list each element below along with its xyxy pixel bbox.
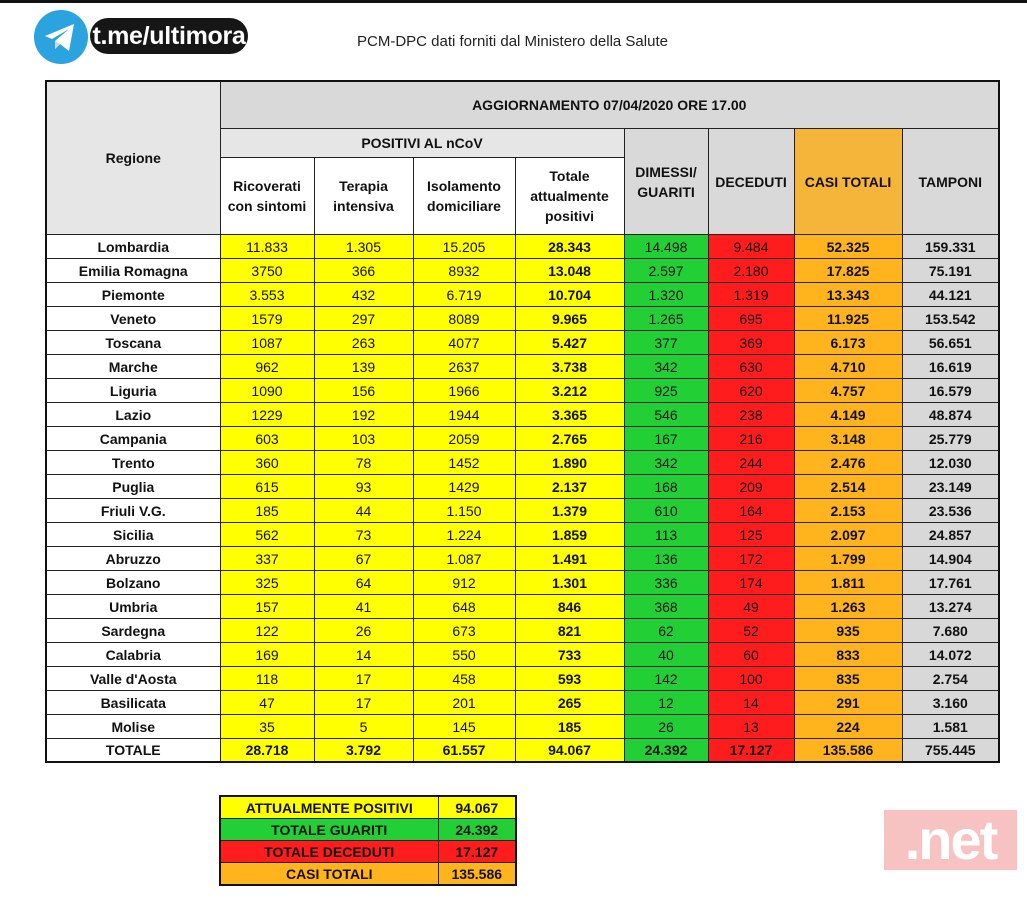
cell-terapia: 263	[314, 331, 413, 355]
cell-casi-totali: 835	[794, 667, 902, 691]
cell-casi-totali: 2.476	[794, 451, 902, 475]
header-deceduti: DECEDUTI	[708, 129, 794, 235]
cell-deceduti: 695	[708, 307, 794, 331]
cell-region: Marche	[46, 355, 220, 379]
cell-region: Molise	[46, 715, 220, 739]
cell-terapia: 432	[314, 283, 413, 307]
header-update: AGGIORNAMENTO 07/04/2020 ORE 17.00	[220, 81, 999, 129]
cell-deceduti: 100	[708, 667, 794, 691]
header-casi-totali: CASI TOTALI	[794, 129, 902, 235]
total-ricoverati: 28.718	[220, 739, 314, 763]
cell-isolamento: 912	[413, 571, 515, 595]
cell-isolamento: 8932	[413, 259, 515, 283]
cell-totale-positivi: 1.890	[515, 451, 624, 475]
header-positive-group: POSITIVI AL nCoV	[220, 129, 624, 158]
table-row	[46, 715, 999, 739]
cell-tamponi: 159.331	[902, 235, 999, 259]
cell-casi-totali: 3.148	[794, 427, 902, 451]
total-tamponi: 755.445	[902, 739, 999, 763]
cell-isolamento: 1966	[413, 379, 515, 403]
cell-deceduti: 125	[708, 523, 794, 547]
cell-tamponi: 56.651	[902, 331, 999, 355]
summary-row	[220, 841, 516, 863]
summary-row	[220, 863, 516, 886]
summary-value: 17.127	[438, 841, 516, 863]
total-row	[46, 739, 999, 763]
cell-dimessi: 377	[624, 331, 708, 355]
cell-deceduti: 209	[708, 475, 794, 499]
cell-deceduti: 630	[708, 355, 794, 379]
cell-isolamento: 8089	[413, 307, 515, 331]
cell-deceduti: 52	[708, 619, 794, 643]
cell-ricoverati: 3.553	[220, 283, 314, 307]
cell-ricoverati: 962	[220, 355, 314, 379]
cell-ricoverati: 185	[220, 499, 314, 523]
table-row	[46, 259, 999, 283]
cell-casi-totali: 224	[794, 715, 902, 739]
cell-region: Abruzzo	[46, 547, 220, 571]
cell-region: Trento	[46, 451, 220, 475]
cell-ricoverati: 360	[220, 451, 314, 475]
cell-region: Campania	[46, 427, 220, 451]
header-totale-positivi: Totale attualmente positivi	[515, 158, 624, 235]
cell-isolamento: 673	[413, 619, 515, 643]
cell-deceduti: 369	[708, 331, 794, 355]
cell-dimessi: 342	[624, 451, 708, 475]
cell-dimessi: 62	[624, 619, 708, 643]
cell-region: Sardegna	[46, 619, 220, 643]
cell-ricoverati: 337	[220, 547, 314, 571]
header-ricoverati: Ricoverati con sintomi	[220, 158, 314, 235]
cell-isolamento: 201	[413, 691, 515, 715]
cell-terapia: 17	[314, 667, 413, 691]
cell-deceduti: 620	[708, 379, 794, 403]
cell-dimessi: 1.320	[624, 283, 708, 307]
table-row	[46, 403, 999, 427]
cell-deceduti: 49	[708, 595, 794, 619]
summary-table	[219, 795, 517, 886]
cell-terapia: 93	[314, 475, 413, 499]
cell-deceduti: 174	[708, 571, 794, 595]
cell-ricoverati: 35	[220, 715, 314, 739]
cell-dimessi: 610	[624, 499, 708, 523]
cell-isolamento: 15.205	[413, 235, 515, 259]
total-isolamento: 61.557	[413, 739, 515, 763]
cell-dimessi: 136	[624, 547, 708, 571]
cell-deceduti: 244	[708, 451, 794, 475]
cell-tamponi: 17.761	[902, 571, 999, 595]
cell-dimessi: 12	[624, 691, 708, 715]
cell-totale-positivi: 185	[515, 715, 624, 739]
cell-casi-totali: 1.263	[794, 595, 902, 619]
cell-tamponi: 44.121	[902, 283, 999, 307]
table-row	[46, 427, 999, 451]
cell-region: Piemonte	[46, 283, 220, 307]
cell-isolamento: 648	[413, 595, 515, 619]
cell-casi-totali: 4.710	[794, 355, 902, 379]
cell-totale-positivi: 846	[515, 595, 624, 619]
cell-terapia: 192	[314, 403, 413, 427]
cell-terapia: 297	[314, 307, 413, 331]
cell-casi-totali: 6.173	[794, 331, 902, 355]
header-tamponi: TAMPONI	[902, 129, 999, 235]
cell-isolamento: 4077	[413, 331, 515, 355]
total-casi-totali: 135.586	[794, 739, 902, 763]
summary-value: 94.067	[438, 796, 516, 819]
cell-dimessi: 368	[624, 595, 708, 619]
cell-terapia: 26	[314, 619, 413, 643]
cell-region: Veneto	[46, 307, 220, 331]
cell-casi-totali: 1.811	[794, 571, 902, 595]
cell-ricoverati: 615	[220, 475, 314, 499]
cell-terapia: 17	[314, 691, 413, 715]
cell-tamponi: 14.072	[902, 643, 999, 667]
header-region: Regione	[46, 81, 220, 235]
cell-tamponi: 7.680	[902, 619, 999, 643]
table-row	[46, 307, 999, 331]
cell-dimessi: 2.597	[624, 259, 708, 283]
cell-terapia: 366	[314, 259, 413, 283]
cell-casi-totali: 935	[794, 619, 902, 643]
cell-isolamento: 1.224	[413, 523, 515, 547]
cell-tamponi: 1.581	[902, 715, 999, 739]
table-row	[46, 451, 999, 475]
watermark: .net	[884, 810, 1017, 870]
table-row	[46, 283, 999, 307]
summary-label: TOTALE GUARITI	[220, 819, 438, 841]
cell-tamponi: 16.619	[902, 355, 999, 379]
summary-row	[220, 796, 516, 819]
cell-casi-totali: 4.757	[794, 379, 902, 403]
cell-totale-positivi: 5.427	[515, 331, 624, 355]
cell-totale-positivi: 821	[515, 619, 624, 643]
cell-ricoverati: 325	[220, 571, 314, 595]
cell-tamponi: 16.579	[902, 379, 999, 403]
cell-isolamento: 2637	[413, 355, 515, 379]
table-row	[46, 475, 999, 499]
table-row	[46, 355, 999, 379]
cell-totale-positivi: 10.704	[515, 283, 624, 307]
cell-isolamento: 550	[413, 643, 515, 667]
cell-totale-positivi: 3.212	[515, 379, 624, 403]
cell-tamponi: 2.754	[902, 667, 999, 691]
cell-terapia: 139	[314, 355, 413, 379]
cell-tamponi: 75.191	[902, 259, 999, 283]
cell-region: Lombardia	[46, 235, 220, 259]
cell-totale-positivi: 13.048	[515, 259, 624, 283]
cell-terapia: 14	[314, 643, 413, 667]
header-isolamento: Isolamento domiciliare	[413, 158, 515, 235]
cell-terapia: 64	[314, 571, 413, 595]
cell-dimessi: 113	[624, 523, 708, 547]
table-row	[46, 643, 999, 667]
cell-casi-totali: 11.925	[794, 307, 902, 331]
table-row	[46, 619, 999, 643]
cell-isolamento: 1944	[413, 403, 515, 427]
total-deceduti: 17.127	[708, 739, 794, 763]
summary-value: 135.586	[438, 863, 516, 886]
summary-label: ATTUALMENTE POSITIVI	[220, 796, 438, 819]
total-terapia: 3.792	[314, 739, 413, 763]
cell-ricoverati: 11.833	[220, 235, 314, 259]
cell-casi-totali: 1.799	[794, 547, 902, 571]
header-dimessi: DIMESSI/ GUARITI	[624, 129, 708, 235]
total-region: TOTALE	[46, 739, 220, 763]
cell-terapia: 1.305	[314, 235, 413, 259]
cell-terapia: 73	[314, 523, 413, 547]
cell-casi-totali: 291	[794, 691, 902, 715]
table-row	[46, 331, 999, 355]
cell-isolamento: 458	[413, 667, 515, 691]
cell-dimessi: 1.265	[624, 307, 708, 331]
cell-tamponi: 153.542	[902, 307, 999, 331]
cell-region: Toscana	[46, 331, 220, 355]
cell-ricoverati: 1579	[220, 307, 314, 331]
table-row	[46, 523, 999, 547]
cell-deceduti: 172	[708, 547, 794, 571]
cell-tamponi: 25.779	[902, 427, 999, 451]
cell-dimessi: 546	[624, 403, 708, 427]
cell-isolamento: 1429	[413, 475, 515, 499]
cell-isolamento: 145	[413, 715, 515, 739]
telegram-icon	[33, 9, 89, 65]
cell-totale-positivi: 2.765	[515, 427, 624, 451]
cell-dimessi: 40	[624, 643, 708, 667]
cell-deceduti: 1.319	[708, 283, 794, 307]
channel-badge: t.me/ultimora	[90, 18, 248, 54]
table-row	[46, 667, 999, 691]
cell-ricoverati: 118	[220, 667, 314, 691]
cell-region: Valle d'Aosta	[46, 667, 220, 691]
cell-casi-totali: 2.097	[794, 523, 902, 547]
cell-ricoverati: 562	[220, 523, 314, 547]
cell-isolamento: 1.087	[413, 547, 515, 571]
cell-totale-positivi: 9.965	[515, 307, 624, 331]
cell-terapia: 44	[314, 499, 413, 523]
cell-ricoverati: 157	[220, 595, 314, 619]
cell-tamponi: 23.149	[902, 475, 999, 499]
cell-tamponi: 13.274	[902, 595, 999, 619]
cell-totale-positivi: 3.738	[515, 355, 624, 379]
cell-terapia: 41	[314, 595, 413, 619]
cell-casi-totali: 17.825	[794, 259, 902, 283]
cell-isolamento: 2059	[413, 427, 515, 451]
cell-region: Emilia Romagna	[46, 259, 220, 283]
cell-tamponi: 48.874	[902, 403, 999, 427]
cell-totale-positivi: 1.301	[515, 571, 624, 595]
cell-isolamento: 1452	[413, 451, 515, 475]
cell-totale-positivi: 28.343	[515, 235, 624, 259]
cell-totale-positivi: 3.365	[515, 403, 624, 427]
total-totale-positivi: 94.067	[515, 739, 624, 763]
cell-terapia: 103	[314, 427, 413, 451]
cell-casi-totali: 2.514	[794, 475, 902, 499]
cell-casi-totali: 4.149	[794, 403, 902, 427]
cell-casi-totali: 52.325	[794, 235, 902, 259]
cell-tamponi: 23.536	[902, 499, 999, 523]
cell-ricoverati: 169	[220, 643, 314, 667]
cell-deceduti: 60	[708, 643, 794, 667]
cell-tamponi: 24.857	[902, 523, 999, 547]
cell-ricoverati: 603	[220, 427, 314, 451]
cell-ricoverati: 1229	[220, 403, 314, 427]
cell-region: Umbria	[46, 595, 220, 619]
source-caption: PCM-DPC dati forniti dal Ministero della Salute	[357, 33, 668, 50]
table-row	[46, 235, 999, 259]
cell-casi-totali: 833	[794, 643, 902, 667]
cell-region: Basilicata	[46, 691, 220, 715]
cell-totale-positivi: 593	[515, 667, 624, 691]
cell-dimessi: 342	[624, 355, 708, 379]
cell-terapia: 67	[314, 547, 413, 571]
cell-totale-positivi: 1.491	[515, 547, 624, 571]
regions-table	[45, 80, 1000, 763]
cell-dimessi: 167	[624, 427, 708, 451]
cell-terapia: 5	[314, 715, 413, 739]
table-row	[46, 595, 999, 619]
cell-dimessi: 26	[624, 715, 708, 739]
summary-label: TOTALE DECEDUTI	[220, 841, 438, 863]
cell-ricoverati: 1090	[220, 379, 314, 403]
cell-deceduti: 216	[708, 427, 794, 451]
cell-casi-totali: 2.153	[794, 499, 902, 523]
cell-region: Sicilia	[46, 523, 220, 547]
table-row	[46, 571, 999, 595]
cell-tamponi: 12.030	[902, 451, 999, 475]
cell-dimessi: 925	[624, 379, 708, 403]
cell-region: Calabria	[46, 643, 220, 667]
cell-deceduti: 238	[708, 403, 794, 427]
total-dimessi: 24.392	[624, 739, 708, 763]
top-border-line	[0, 0, 1027, 3]
cell-dimessi: 336	[624, 571, 708, 595]
cell-deceduti: 14	[708, 691, 794, 715]
summary-value: 24.392	[438, 819, 516, 841]
table-row	[46, 547, 999, 571]
cell-ricoverati: 47	[220, 691, 314, 715]
cell-region: Bolzano	[46, 571, 220, 595]
cell-deceduti: 9.484	[708, 235, 794, 259]
cell-dimessi: 14.498	[624, 235, 708, 259]
cell-deceduti: 2.180	[708, 259, 794, 283]
cell-totale-positivi: 1.859	[515, 523, 624, 547]
cell-region: Friuli V.G.	[46, 499, 220, 523]
cell-tamponi: 14.904	[902, 547, 999, 571]
cell-ricoverati: 3750	[220, 259, 314, 283]
cell-ricoverati: 1087	[220, 331, 314, 355]
summary-row	[220, 819, 516, 841]
cell-isolamento: 1.150	[413, 499, 515, 523]
cell-totale-positivi: 1.379	[515, 499, 624, 523]
cell-deceduti: 13	[708, 715, 794, 739]
cell-terapia: 78	[314, 451, 413, 475]
cell-tamponi: 3.160	[902, 691, 999, 715]
cell-ricoverati: 122	[220, 619, 314, 643]
cell-totale-positivi: 2.137	[515, 475, 624, 499]
cell-region: Lazio	[46, 403, 220, 427]
cell-region: Puglia	[46, 475, 220, 499]
summary-label: CASI TOTALI	[220, 863, 438, 886]
cell-totale-positivi: 265	[515, 691, 624, 715]
cell-totale-positivi: 733	[515, 643, 624, 667]
cell-dimessi: 142	[624, 667, 708, 691]
cell-terapia: 156	[314, 379, 413, 403]
header-terapia: Terapia intensiva	[314, 158, 413, 235]
cell-deceduti: 164	[708, 499, 794, 523]
table-row	[46, 691, 999, 715]
table-row	[46, 499, 999, 523]
cell-isolamento: 6.719	[413, 283, 515, 307]
cell-region: Liguria	[46, 379, 220, 403]
cell-casi-totali: 13.343	[794, 283, 902, 307]
table-row	[46, 379, 999, 403]
cell-dimessi: 168	[624, 475, 708, 499]
